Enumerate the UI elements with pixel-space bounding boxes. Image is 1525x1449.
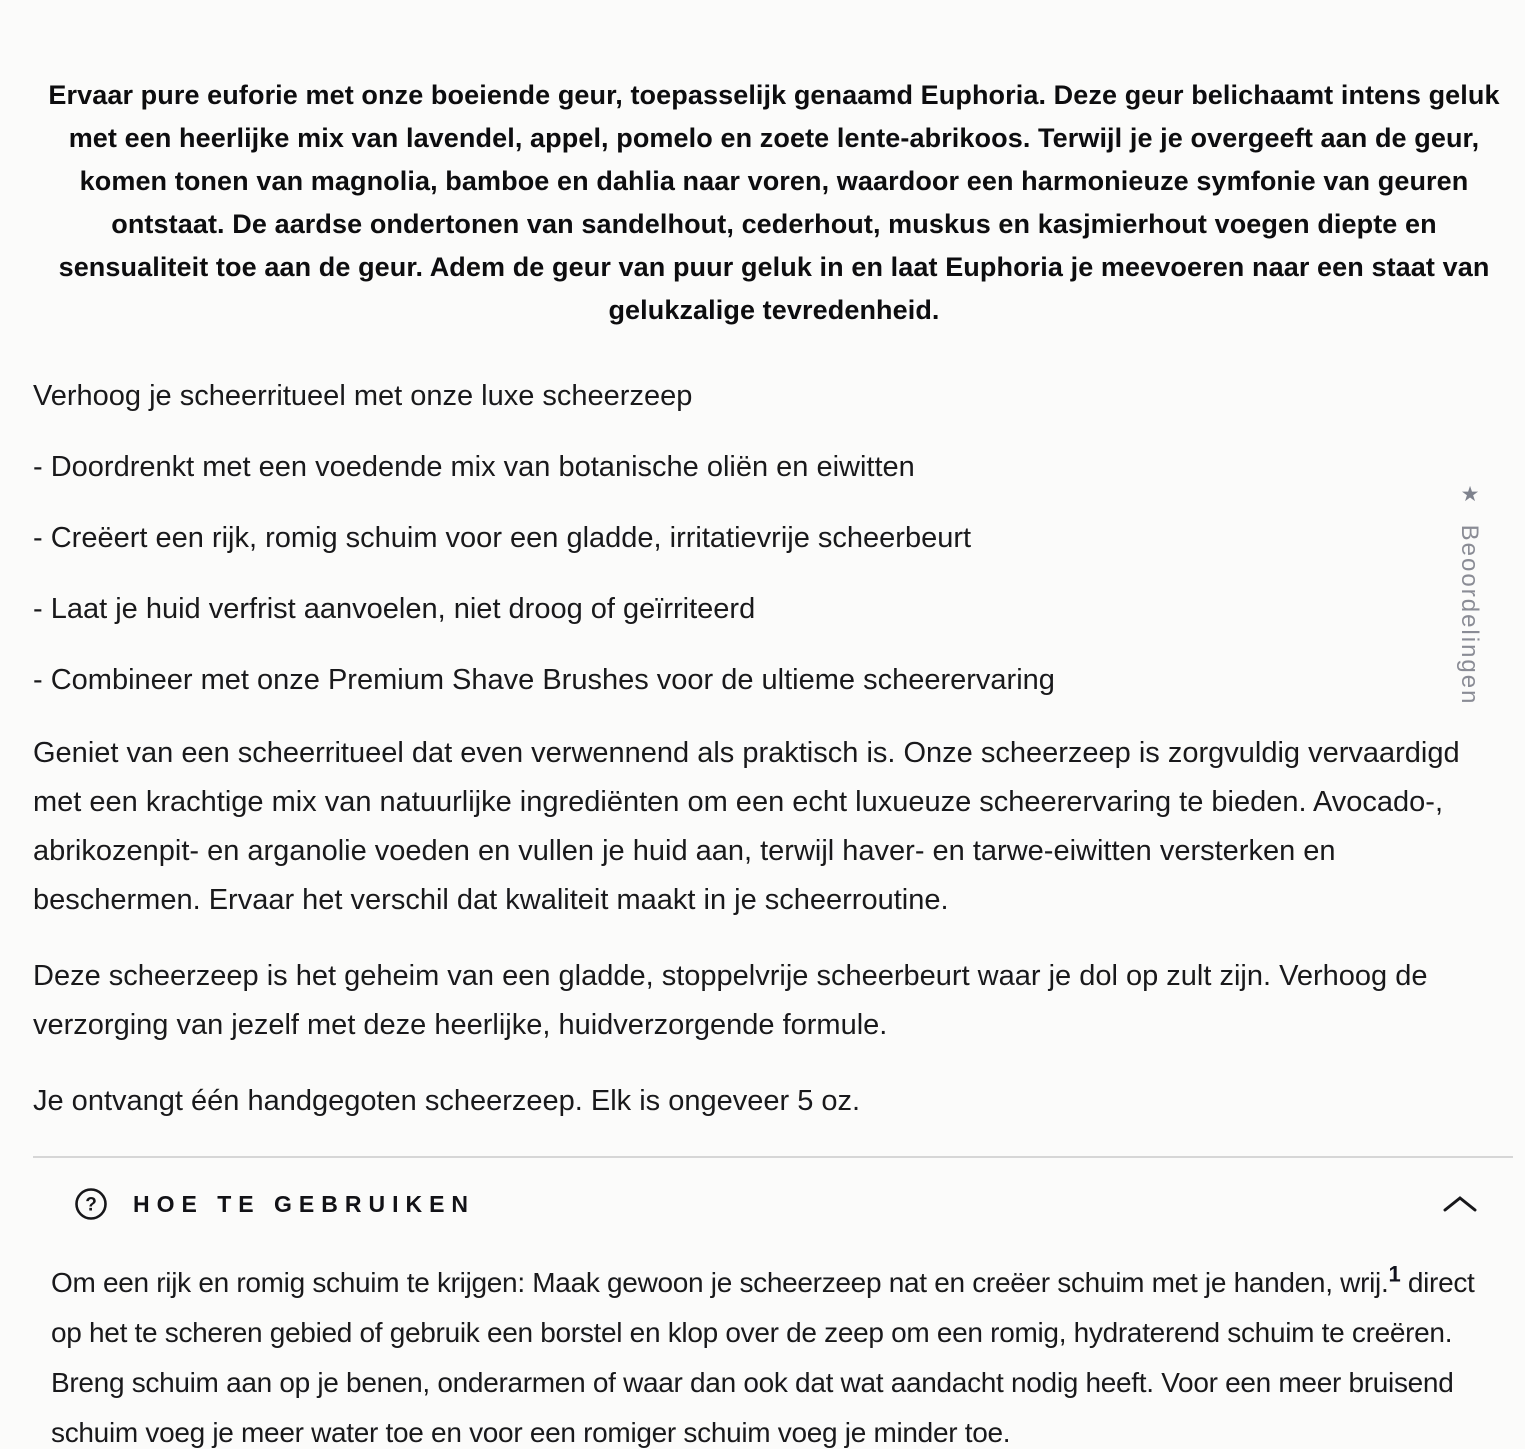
section-divider (33, 1156, 1513, 1158)
feature-bullet: - Doordrenkt met een voedende mix van botanische oliën en eiwitten (33, 451, 915, 483)
feature-bullet: - Creëert een rijk, romig schuim voor een gladde, irritatievrije scheerbeurt (33, 522, 972, 554)
reviews-side-tab[interactable] (1455, 482, 1483, 705)
body-paragraph: Deze scheerzeep is het geheim van een gladde, stoppelvrije scheerbeurt waar je dol op zult zijn. Verhoog de verzorging van jezelf met deze heerlijke, huidverzorgende formule. (33, 960, 1428, 1041)
feature-bullet: - Combineer met onze Premium Shave Brushes voor de ultieme scheerervaring (33, 664, 1055, 696)
product-description-page (33, 0, 1515, 1449)
feature-bullet: - Laat je huid verfrist aanvoelen, niet droog of geïrriteerd (33, 593, 756, 625)
how-to-use-label: HOE TE GEBRUIKEN (133, 1190, 476, 1217)
footnote-marker: 1 (1388, 1261, 1401, 1287)
product-intro-paragraph: Ervaar pure euforie met onze boeiende geur, toepasselijk genaamd Euphoria. Deze geur belichaamt intens geluk met een heerlijke mix van lavendel, appel, pomelo en zoete lente-abrikoos. Terwijl je je overgeeft aan de geur, komen tonen van magnolia, bamboe en dahlia naar voren, waardoor een harmonieuze symfonie van geuren ontstaat. De aardse ondertonen van sandelhout, cederhout, muskus en kasjmierhout voegen diepte en sensualiteit toe aan de geur. Adem de geur van puur geluk in en laat Euphoria je meevoeren naar een staat van gelukzalige tevredenheid. (48, 80, 1500, 325)
svg-text:?: ? (85, 1194, 97, 1216)
features-heading: Verhoog je scheerritueel met onze luxe scheerzeep (33, 380, 693, 412)
star-icon: ★ (1458, 482, 1481, 506)
how-to-use-accordion-header[interactable] (33, 1182, 1515, 1226)
body-paragraph: Je ontvangt één handgegoten scheerzeep. Elk is ongeveer 5 oz. (33, 1085, 861, 1117)
reviews-tab-label: Beoordelingen (1456, 524, 1483, 706)
how-to-use-body-part2: direct op het te scheren gebied of gebruik een borstel en klop over de zeep om een romig, hydraterend schuim te creëren. Breng schuim aan op je benen, onderarmen of waar dan ook dat wat aandacht nodig heeft. Voor een meer bruisend schuim voeg je meer water toe en voor een romiger schuim voeg je minder toe. (51, 1267, 1475, 1448)
chevron-up-icon[interactable] (1441, 1193, 1479, 1215)
body-paragraph: Geniet van een scheerritueel dat even verwennend als praktisch is. Onze scheerzeep is zorgvuldig vervaardigd met een krachtige mix van natuurlijke ingrediënten om een echt luxueuze scheerervaring te bieden. Avocado-, abrikozenpit- en arganolie voeden en vullen je huid aan, terwijl haver- en tarwe-eiwitten versterken en beschermen. Ervaar het verschil dat kwaliteit maakt in je scheerroutine. (33, 737, 1460, 916)
how-to-use-body (33, 1258, 1485, 1449)
how-to-use-body-part1: Om een rijk en romig schuim te krijgen: Maak gewoon je scheerzeep nat en creëer schuim met je handen, wrij. (51, 1267, 1389, 1298)
question-mark-circle-icon (73, 1186, 109, 1222)
